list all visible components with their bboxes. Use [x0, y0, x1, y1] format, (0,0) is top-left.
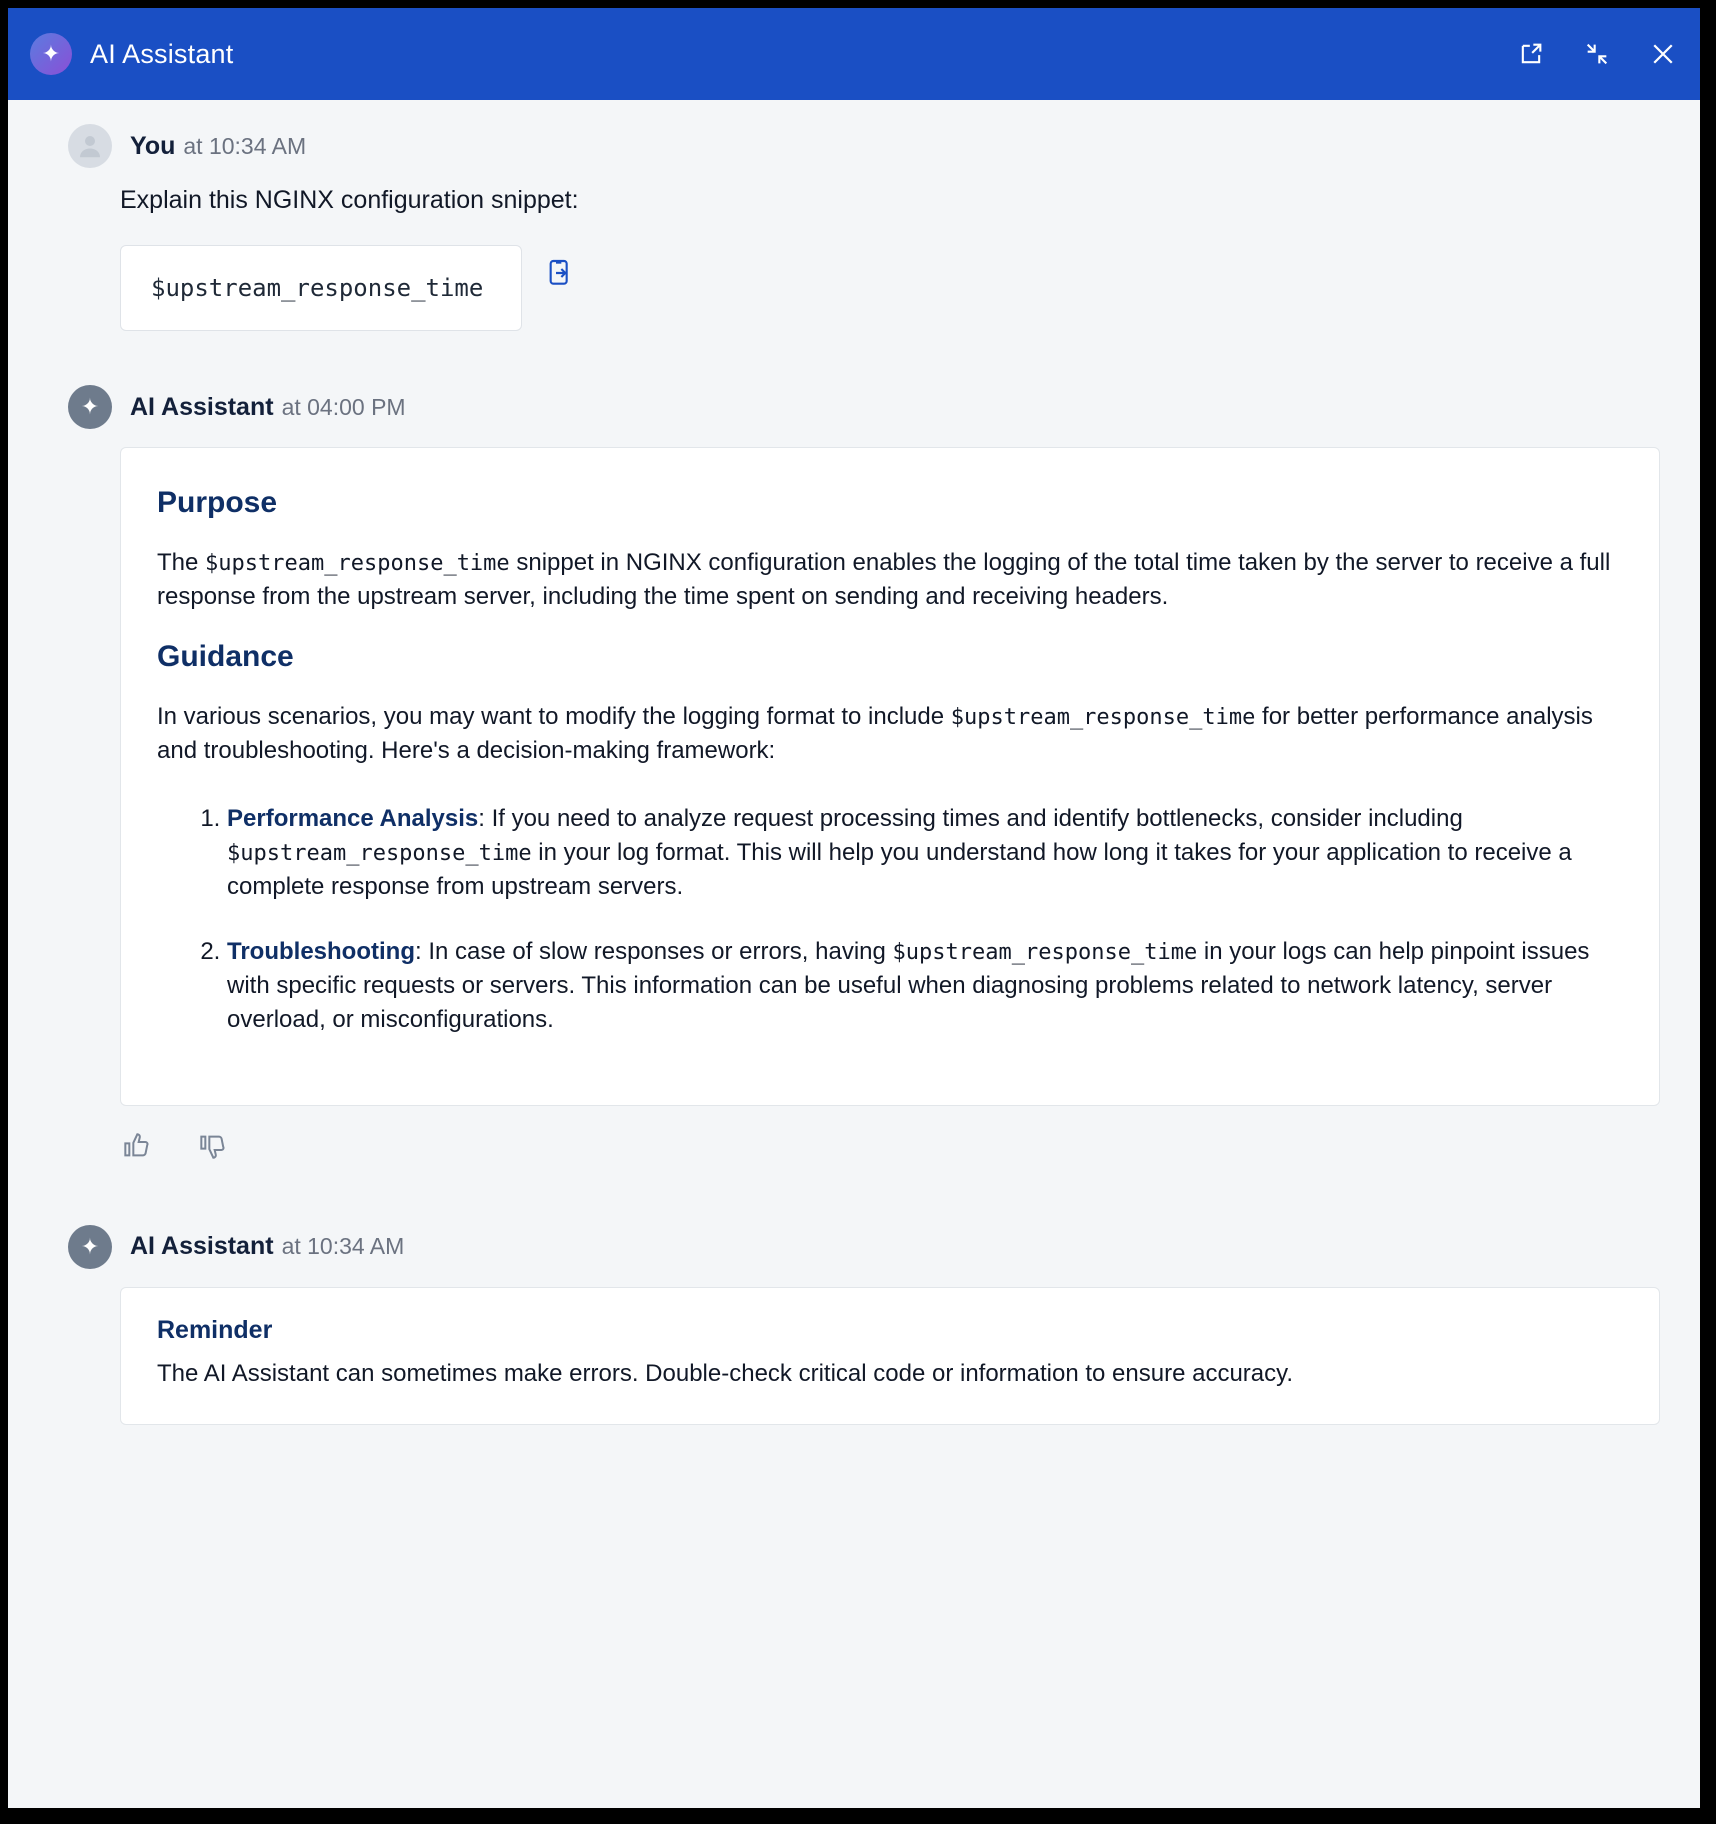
purpose-paragraph: [157, 546, 1623, 614]
list-item-text-2: in your logs can help pinpoint issues with specific requests or servers. This information can be useful when diagnosing problems related to network latency, server overload, or misconfigurations.: [227, 937, 1590, 1033]
list-item: [227, 935, 1623, 1037]
feedback-controls: [68, 1106, 1660, 1167]
list-item-title: Performance Analysis: [227, 805, 479, 833]
purpose-inline-code: $upstream_response_time: [205, 551, 510, 576]
guidance-inline-code: $upstream_response_time: [950, 705, 1256, 731]
purpose-text-1: The: [157, 549, 206, 576]
message-author: You: [130, 131, 176, 160]
guidance-paragraph: [157, 700, 1623, 768]
thumbs-down-icon[interactable]: [196, 1130, 228, 1167]
reminder-title: Reminder: [157, 1315, 273, 1344]
close-icon[interactable]: [1648, 39, 1678, 69]
guidance-list: [157, 802, 1623, 1036]
window-title: AI Assistant: [90, 38, 234, 69]
copy-to-clipboard-icon[interactable]: [544, 257, 576, 294]
guidance-text-2: for better performance analysis and troubleshooting. Here's a decision-making framework:: [157, 703, 1593, 765]
list-item-code: $upstream_response_time: [892, 939, 1198, 965]
avatar: ✦: [68, 385, 112, 429]
guidance-text-1: In various scenarios, you may want to modify the logging format to include: [157, 703, 951, 731]
message-time: at 04:00 PM: [281, 393, 406, 420]
code-snippet-row: [120, 245, 1660, 331]
list-item-text-2: in your log format. This will help you understand how long it takes for your application to receive a complete response from upstream servers.: [227, 839, 1572, 901]
answer-card: [120, 447, 1660, 1106]
assistant-message-body: [68, 447, 1660, 1106]
list-item-code: $upstream_response_time: [227, 841, 532, 867]
code-snippet: $upstream_response_time: [120, 245, 522, 331]
conversation-area[interactable]: [8, 100, 1700, 1808]
open-external-icon[interactable]: [1516, 39, 1546, 69]
user-message-text: Explain this NGINX configuration snippet:: [120, 186, 579, 214]
message-time: at 10:34 AM: [281, 1233, 405, 1260]
message-time: at 10:34 AM: [183, 132, 307, 159]
reminder-text: The AI Assistant can sometimes make errors. Double-check critical code or information to ensure accuracy.: [157, 1359, 1294, 1387]
minimize-icon[interactable]: [1582, 39, 1612, 69]
message-author: AI Assistant: [130, 1232, 274, 1261]
user-message-header: [68, 124, 1660, 168]
message-author: AI Assistant: [130, 392, 274, 421]
assistant-message-header: [68, 385, 1660, 429]
ai-assistant-panel: [8, 8, 1700, 1808]
thumbs-up-icon[interactable]: [120, 1130, 152, 1167]
guidance-heading: Guidance: [157, 640, 294, 674]
titlebar-actions: [1516, 39, 1678, 69]
list-item-text-1: : If you need to analyze request processing times and identify bottlenecks, consider including: [478, 805, 1463, 833]
avatar: [68, 124, 112, 168]
user-message-body: [68, 186, 1660, 331]
titlebar-left: [30, 33, 1516, 75]
purpose-heading: Purpose: [157, 486, 278, 519]
purpose-text-2: snippet in NGINX configuration enables the logging of the total time taken by the server to receive a full response from the upstream server, including the time spent on sending and receiving headers.: [157, 549, 1611, 611]
avatar: ✦: [68, 1225, 112, 1269]
reminder-card: [120, 1287, 1660, 1426]
sparkle-icon: ✦: [30, 33, 72, 75]
window-titlebar: [8, 8, 1700, 100]
user-message: [68, 124, 1660, 331]
reminder-message: [68, 1225, 1660, 1426]
reminder-message-body: [68, 1287, 1660, 1426]
list-item-text-1: : In case of slow responses or errors, having: [414, 937, 893, 965]
list-item-title: Troubleshooting: [227, 937, 415, 965]
assistant-message: [68, 385, 1660, 1167]
reminder-message-header: [68, 1225, 1660, 1269]
list-item: [227, 802, 1623, 904]
